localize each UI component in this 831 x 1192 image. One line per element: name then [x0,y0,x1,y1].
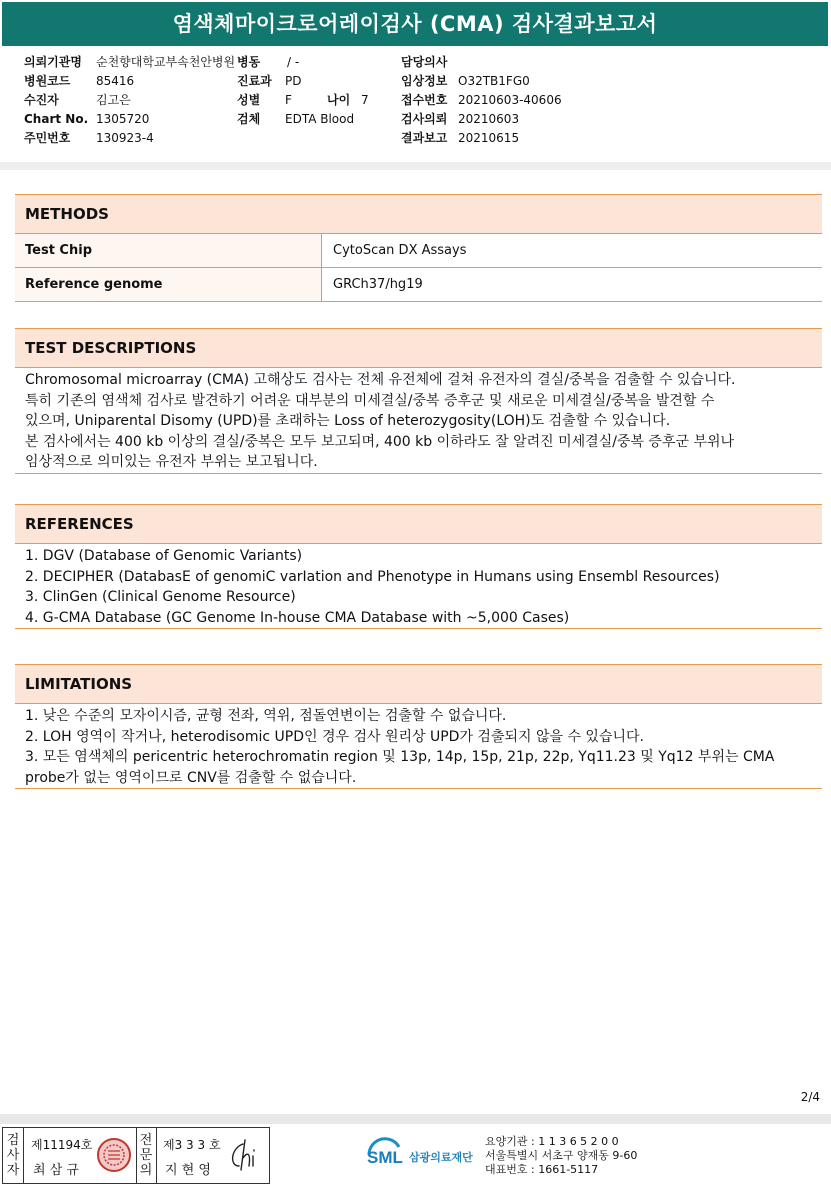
info-label: 결과보고 [401,131,448,145]
info-value: PD [285,74,302,88]
info-label: 병동 [237,55,261,69]
list-item: 1. DGV (Database of Genomic Variants) [25,548,303,564]
list-item: 3. 모든 염색체의 pericentric heterochromatin region 및 13p, 14p, 15p, 21p, 22p, Yq11.23 및 Yq12 부위는 CMA [25,749,775,765]
label-char: 전 [139,1133,153,1148]
examiner-name: 최 삼 규 [33,1163,79,1178]
limitations-list [15,704,822,789]
list-item: 2. LOH 영역이 작거나, heterodisomic UPD인 경우 검사 원리상 UPD가 검출되지 않을 수 있습니다. [25,728,644,745]
info-value: 김고은 [96,93,131,107]
info-label: 수진자 [24,93,59,107]
examiner-license: 제11194호 [31,1138,93,1152]
info-label: 검사의뢰 [401,112,448,126]
info-value: 20210603 [458,112,520,126]
info-value: 130923-4 [96,131,154,145]
list-item: 1. 낮은 수준의 모자이시즘, 균형 전좌, 역위, 점돌연변이는 검출할 수 없습니다. [25,708,507,724]
description-line: 본 검사에서는 400 kb 이상의 결실/중복은 모두 보고되며, 400 kb 이하라도 잘 알려진 미세결실/중복 증후군 부위나 [25,433,735,450]
seal-stamp-icon [96,1137,132,1177]
test-descriptions-heading: TEST DESCRIPTIONS [15,328,822,368]
title-bar [0,0,831,58]
info-label: 담당의사 [401,55,448,69]
org-info-line: 대표번호 : 1661-5117 [485,1163,599,1176]
info-label: 병원코드 [24,74,71,88]
info-label: 의뢰기관명 [24,55,82,69]
row-label: Test Chip [15,234,322,267]
info-value: 20210603-40606 [458,93,562,107]
info-label: 성별 [237,93,261,107]
table-row [15,234,822,268]
limitations-heading: LIMITATIONS [15,664,822,704]
methods-heading: METHODS [15,194,822,234]
header-col1 [24,53,235,148]
list-item: 2. DECIPHER (DatabasE of genomiC varIation and Phenotype in Humans using Ensembl Resources) [25,568,720,585]
description-line: 특히 기존의 염색체 검사로 발견하기 어려운 대부분의 미세결실/중복 증후군 및 새로운 미세결실/중복을 발견할 수 [25,392,715,409]
limitations-section [15,664,822,789]
label-char: 검 [6,1133,20,1148]
table-row [15,268,822,302]
org-info-line: 요양기관 : 1 1 3 6 5 2 0 0 [485,1135,619,1148]
label-char: 자 [6,1163,20,1178]
info-value: 순천향대학교부속천안병원 [96,55,236,69]
specialist-name: 지 현 영 [165,1163,211,1178]
org-info-line: 서울특별시 서초구 양재동 9-60 [485,1149,638,1162]
report-title: 염색체마이크로어레이검사 (CMA) 검사결과보고서 [2,2,828,46]
logo-text: SML [367,1148,403,1167]
list-item: 3. ClinGen (Clinical Genome Resource) [25,589,296,605]
row-label: Reference genome [15,268,322,301]
description-text [15,368,822,474]
description-line: 있으며, Uniparental Disomy (UPD)를 초래하는 Loss of heterozygosity(LOH)도 검출할 수 있습니다. [25,413,671,429]
age-label: 나이 [327,93,351,107]
examiner-vertical-label [5,1133,21,1178]
list-item: probe가 없는 영역이므로 CNV를 검출할 수 없습니다. [25,769,357,786]
row-value: CytoScan DX Assays [333,243,467,258]
header-col2 [237,53,369,129]
specialist-vertical-label [138,1133,154,1178]
info-value: 1305720 [96,112,150,126]
references-list [15,544,822,629]
info-value: F [285,93,292,107]
info-value: 85416 [96,74,135,88]
row-value: GRCh37/hg19 [333,277,423,292]
signature-box [2,1127,270,1184]
organization-info [485,1135,637,1177]
info-label: 주민번호 [24,131,71,145]
list-item: 4. G-CMA Database (GC Genome In-house CMA Database with ~5,000 Cases) [25,609,570,626]
header-divider-band [0,162,831,170]
methods-section [15,194,822,302]
label-char: 문 [139,1148,153,1163]
age-value: 7 [361,93,369,107]
info-value: 20210615 [458,131,520,145]
info-label: 임상정보 [401,74,448,88]
handwritten-signature-icon [225,1136,265,1180]
header-col3 [401,53,562,148]
page-number: 2/4 [800,1090,820,1104]
sml-logo [365,1135,485,1179]
footer-band [0,1114,831,1124]
info-value: O32TB1FG0 [458,74,530,88]
label-char: 의 [139,1163,153,1178]
references-section [15,504,822,629]
test-descriptions-section [15,328,822,474]
info-label: 검체 [237,112,261,126]
references-heading: REFERENCES [15,504,822,544]
label-char: 사 [6,1148,20,1163]
info-label: Chart No. [24,112,89,126]
info-value: EDTA Blood [285,112,355,126]
info-value: / - [287,55,300,69]
specialist-license: 제3 3 3 호 [163,1138,221,1152]
org-name: 삼광의료재단 [409,1151,473,1164]
description-line: Chromosomal microarray (CMA) 고해상도 검사는 전체 유전체에 걸쳐 유전자의 결실/중복을 검출할 수 있습니다. [25,372,736,388]
info-label: 진료과 [237,74,272,88]
description-line: 임상적으로 의미있는 유전자 부위는 보고됩니다. [25,454,318,470]
info-label: 접수번호 [401,93,448,107]
